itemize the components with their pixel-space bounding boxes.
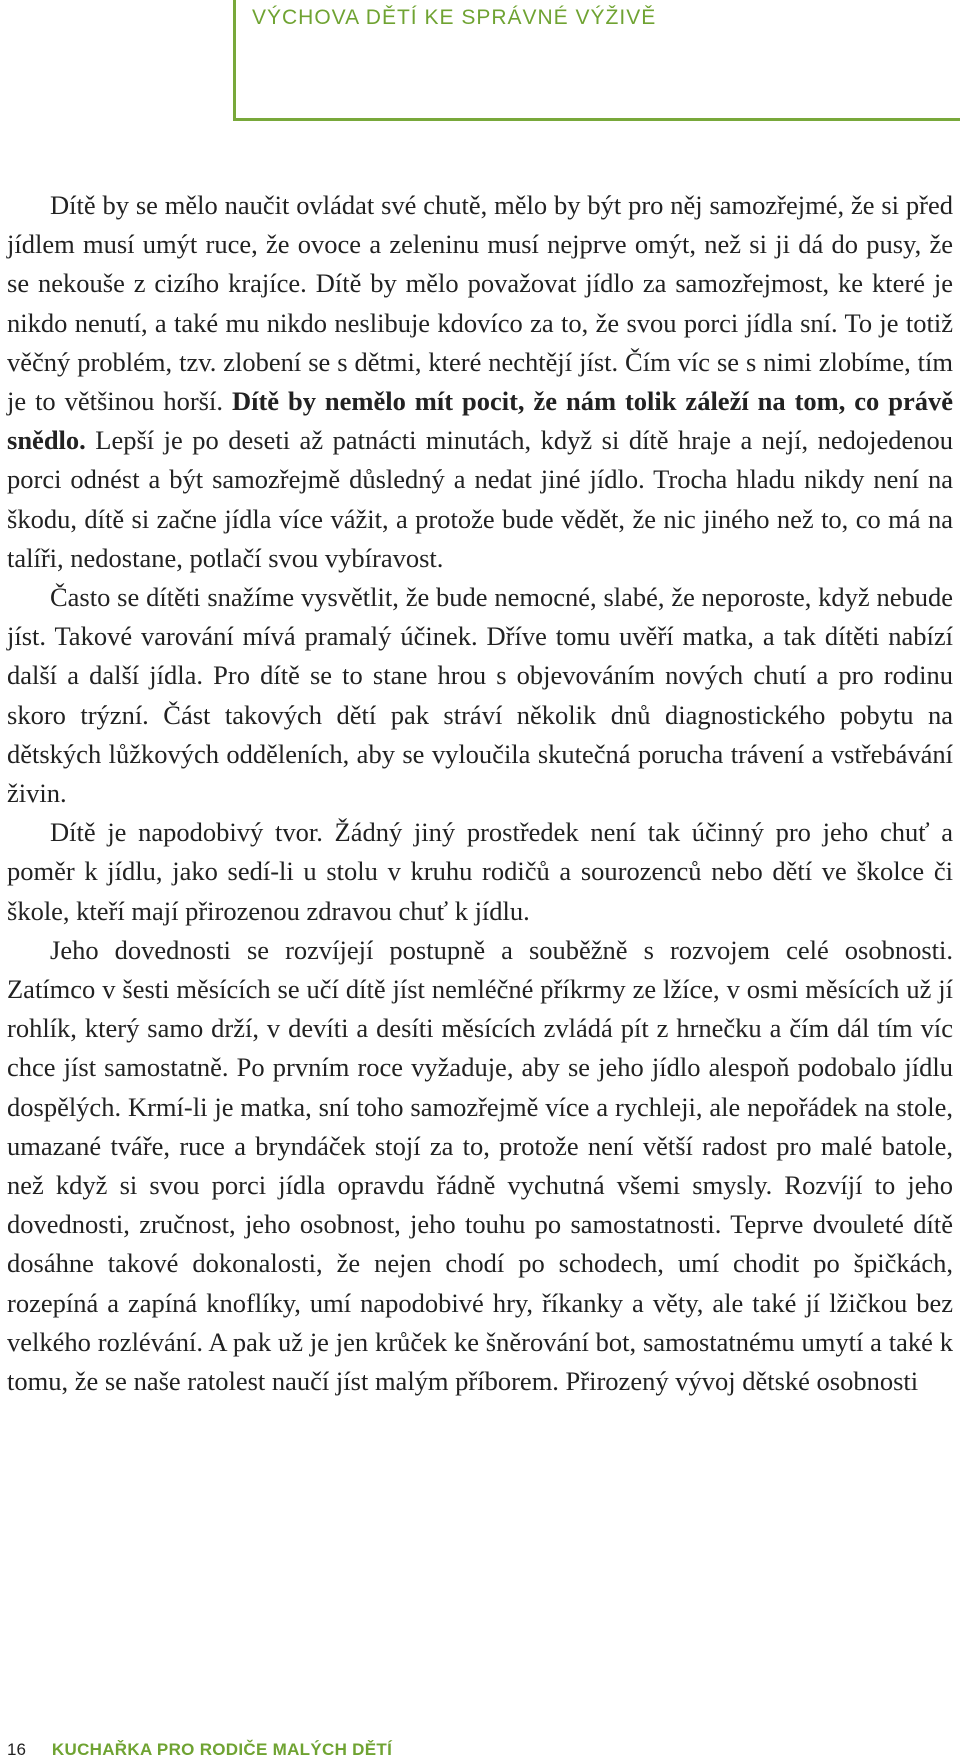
paragraph-1-bold-text: Dítě by nemělo mít pocit, že nám tolik záleží na tom, co právě snědlo. bbox=[7, 386, 953, 456]
paragraph-1 bbox=[7, 186, 953, 578]
paragraph-1-text-b: Lepší je po deseti až patnácti minutách, když si dítě hraje a nejí, nedojedenou porci odnést a být samozřejmě důsledný a nedat jiné jídlo. Trocha hladu nikdy není na škodu, dítě si začne jídla více vážit, a protože bude vědět, že nic jiného než to, co má na talíři, nedostane, potlačí svou vybíravost. bbox=[7, 425, 953, 573]
paragraph-2: Často se dítěti snažíme vysvětlit, že bude nemocné, slabé, že neporoste, když nebude jíst. Takové varování mívá pramalý účinek. Dříve tomu uvěří matka, a tak dítěti nabízí další a další jídla. Pro dítě se to stane hrou s objevováním nových chutí a pro rodinu skoro trýzní. Část takových dětí pak stráví několik dnů diagnostického pobytu na dětských lůžkových odděleních, aby se vyloučila skutečná porucha trávení a vstřebávání živin. bbox=[7, 582, 953, 809]
footer-book-title: KUCHAŘKA PRO RODIČE MALÝCH DĚTÍ bbox=[51, 1740, 393, 1759]
paragraph-4: Jeho dovednosti se rozvíjejí postupně a souběžně s rozvojem celé osobnosti. Zatímco v šesti měsících se učí dítě jíst nemléčné příkrmy ze lžíce, v osmi měsících už jí rohlík, který samo drží, v devíti a desíti měsících zvládá pít z hrnečku a čím dál tím víc chce jíst samostatně. Po prvním roce vyžaduje, aby se jeho jídlo alespoň podobalo jídlu dospělých. Krmí-li je matka, sní toho samozřejmě více a rychleji, ale nepořádek na stole, umazané tváře, ruce a bryndáček stojí za to, protože není větší radost pro malé batole, než když si svou porci jídla opravdu řádně vychutná všemi smysly. Rozvíjí to jeho dovednosti, zručnost, jeho osobnost, jeho touhu po samostatnosti. Teprve dvouleté dítě dosáhne takové dokonalosti, že nejen chodí po schodech, umí chodit po špičkách, rozepíná a zapíná knoflíky, umí napodobivé hry, říkanky a věty, ale také jí lžičkou bez velkého rozlévání. A pak už je jen krůček ke šněrování bot, samostatnému umytí a také k tomu, že se naše ratolest naučí jíst malým příborem. Přirozený vývoj dětské osobnosti bbox=[7, 934, 953, 1397]
main-text bbox=[7, 186, 953, 1401]
header-horizontal-rule bbox=[233, 118, 960, 121]
header-vertical-rule bbox=[233, 0, 236, 121]
running-header-title: VÝCHOVA DĚTÍ KE SPRÁVNÉ VÝŽIVĚ bbox=[252, 6, 657, 29]
paragraph-1-text-a: Dítě by se mělo naučit ovládat své chutě, mělo by být pro něj samozřejmé, že si před jídlem musí umýt ruce, že ovoce a zeleninu musí nejprve omýt, než si ji dá do pusy, že se nekouše z cizího krajíce. Dítě by mělo považovat jídlo za samozřejmost, ke které je nikdo nenutí, a také mu nikdo neslibuje kdovíco za to, že svou porci jídla sní. To je totiž věčný problém, tzv. zlobení se s dětmi, které nechtějí jíst. Čím víc se s nimi zlobíme, tím je to většinou horší. bbox=[7, 190, 953, 417]
page-footer bbox=[7, 1740, 392, 1759]
paragraph-3: Dítě je napodobivý tvor. Žádný jiný prostředek není tak účinný pro jeho chuť a poměr k jídlu, jako sedí-li u stolu v kruhu rodičů a sourozenců nebo dětí ve školce či škole, kteří mají přirozenou zdravou chuť k jídlu. bbox=[7, 817, 953, 926]
page-number: 16 bbox=[7, 1740, 26, 1759]
